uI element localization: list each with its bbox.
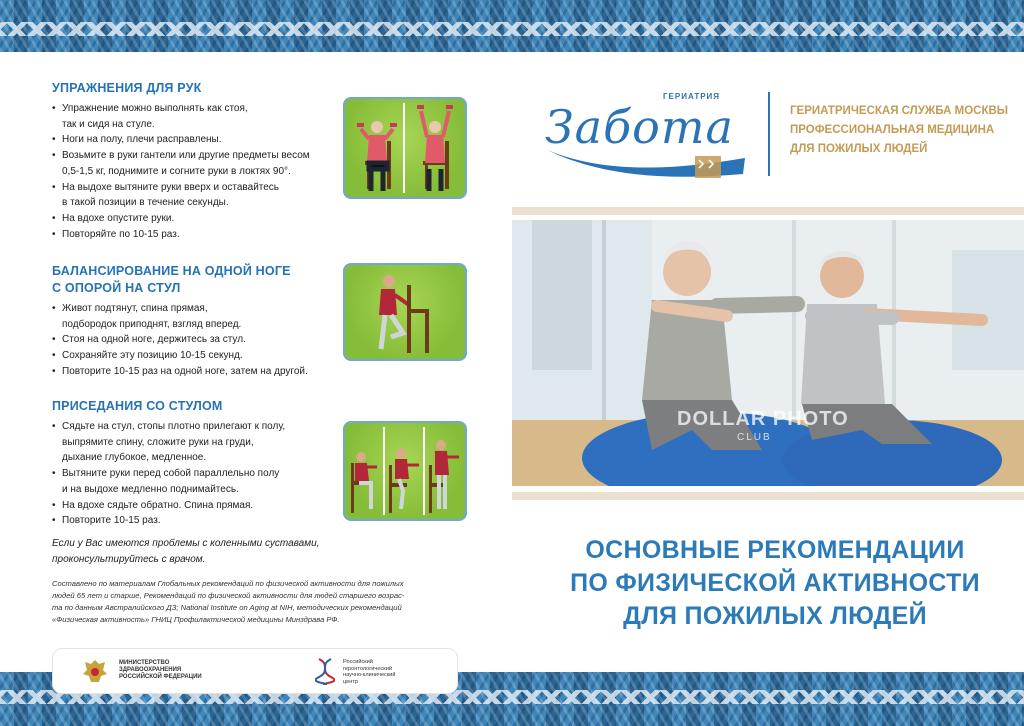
section-title-line: УПРАЖНЕНИЯ ДЛЯ РУК [52, 81, 202, 95]
tagline-line: ГЕРИАТРИЧЕСКАЯ СЛУЖБА МОСКВЫ [790, 105, 1009, 117]
russian-coat-of-arms-icon [81, 657, 109, 685]
stock-watermark: DOLLAR PHOTO [677, 408, 849, 430]
logo-text-line: Российский [343, 659, 373, 665]
section-title-line: ПРИСЕДАНИЯ СО СТУЛОМ [52, 399, 223, 413]
section-arm-exercises [52, 80, 352, 242]
chair-squat-photo [343, 421, 467, 521]
list-item: в такой позиции в течение секунды. [62, 197, 229, 209]
list-item: • Повторяйте по 10-15 раз. [52, 227, 342, 243]
tagline-line: ПРОФЕССИОНАЛЬНАЯ МЕДИЦИНА [790, 124, 995, 136]
logo-text-line: геронтологический [343, 665, 392, 672]
list-item: • На вдохе опустите руки. [52, 211, 342, 227]
footnote-line: «Физическая активность» ГНИЦ Профилактической медицины Минздрава РФ. [52, 615, 340, 624]
page-title [540, 534, 1010, 633]
knee-warning-note [52, 536, 352, 567]
list-item: • Повторите 10-15 раз. [52, 513, 342, 529]
balance-exercise-photo [343, 263, 467, 361]
list-item: выпрямите спину, сложите руки на груди, [62, 436, 254, 448]
list-item: • Стоя на одной ноге, держитесь за стул. [52, 332, 342, 348]
dna-helix-icon [315, 657, 335, 685]
list-item: • Сядьте на стул, стопы плотно прилегают к полу, [52, 419, 342, 435]
geriatric-service-tagline [790, 102, 1008, 159]
stock-watermark: CLUB [737, 432, 772, 443]
brand-subtitle: ГЕРИАТРИЯ [663, 92, 721, 101]
seniors-exercise-photo [512, 220, 1024, 486]
zabota-logo [545, 82, 755, 186]
exercise-steps-list [52, 419, 352, 529]
hero-bottom-rule [512, 492, 1024, 500]
section-chair-squats [52, 398, 352, 529]
page-title-line: ДЛЯ ПОЖИЛЫХ ЛЮДЕЙ [623, 602, 927, 630]
logo-text-line: ЗДРАВООХРАНЕНИЯ [119, 667, 182, 673]
list-item: 0,5-1,5 кг, поднимите и согните руки в локтях 90°. [62, 165, 291, 177]
arm-exercise-photo [343, 97, 467, 199]
section-title-line: БАЛАНСИРОВАНИЕ НА ОДНОЙ НОГЕ [52, 264, 291, 278]
page-title-line: ПО ФИЗИЧЕСКОЙ АКТИВНОСТИ [570, 569, 980, 597]
tagline-line: ДЛЯ ПОЖИЛЫХ ЛЮДЕЙ [790, 143, 928, 155]
knit-pattern-top-border [0, 0, 1024, 52]
list-item: • Живот подтянут, спина прямая, [52, 301, 342, 317]
section-one-leg-balance [52, 263, 352, 380]
sources-footnote [52, 578, 462, 626]
logo-text-line: РОССИЙСКОЙ ФЕДЕРАЦИИ [119, 674, 202, 680]
list-item: • Повторите 10-15 раз на одной ноге, затем на другой. [52, 364, 342, 380]
list-item: • Ноги на полу, плечи расправлены. [52, 132, 342, 148]
section-title [52, 398, 352, 415]
section-title [52, 80, 352, 97]
logo-text-line: МИНИСТЕРСТВО [119, 660, 170, 666]
page-title-line: ОСНОВНЫЕ РЕКОМЕНДАЦИИ [585, 536, 965, 564]
note-line: проконсультируйтесь с врачом. [52, 553, 206, 565]
list-item: • Вытяните руки перед собой параллельно полу [52, 466, 342, 482]
list-item: • Сохраняйте эту позицию 10-15 секунд. [52, 348, 342, 364]
footnote-line: людей 65 лет и старше, Рекомендаций по физической активности для людей старшего возрас- [52, 591, 405, 600]
footnote-line: Составлено по материалам Глобальных рекомендаций по физической активности для пожилых [52, 579, 404, 588]
logo-text-line: центр [343, 678, 359, 685]
exercise-steps-list [52, 101, 352, 242]
list-item: подбородок приподнят, взгляд вперед. [62, 318, 242, 330]
list-item: • На вдохе сядьте обратно. Спина прямая. [52, 498, 342, 514]
brand-swoosh-icon [545, 144, 755, 184]
gerontology-center-logo-text [343, 659, 453, 685]
list-item: дыхание глубокое, медленное. [62, 452, 207, 464]
ministry-of-health-logo-text [119, 660, 239, 681]
list-item: так и сидя на стуле. [62, 118, 155, 130]
section-title [52, 263, 352, 297]
section-title-line: С ОПОРОЙ НА СТУЛ [52, 281, 181, 295]
brand-name: Забота [545, 100, 734, 154]
logo-divider [768, 92, 770, 176]
note-line: Если у Вас имеются проблемы с коленными суставами, [52, 538, 320, 549]
list-item: • На выдохе вытяните руки вверх и оставайтесь [52, 180, 342, 196]
partner-logos-bar [52, 648, 458, 694]
list-item: и на выдохе медленно поднимайтесь. [62, 483, 239, 495]
exercise-steps-list [52, 301, 352, 380]
logo-text-line: научно-клинический [343, 672, 396, 678]
hero-top-rule [512, 207, 1024, 215]
footnote-line: та по данным Австралийского ДЗ; National Institute on Aging at NIH, методических рекомендаций [52, 603, 402, 612]
list-item: • Возьмите в руки гантели или другие предметы весом [52, 148, 342, 164]
list-item: • Упражнение можно выполнять как стоя, [52, 101, 342, 117]
